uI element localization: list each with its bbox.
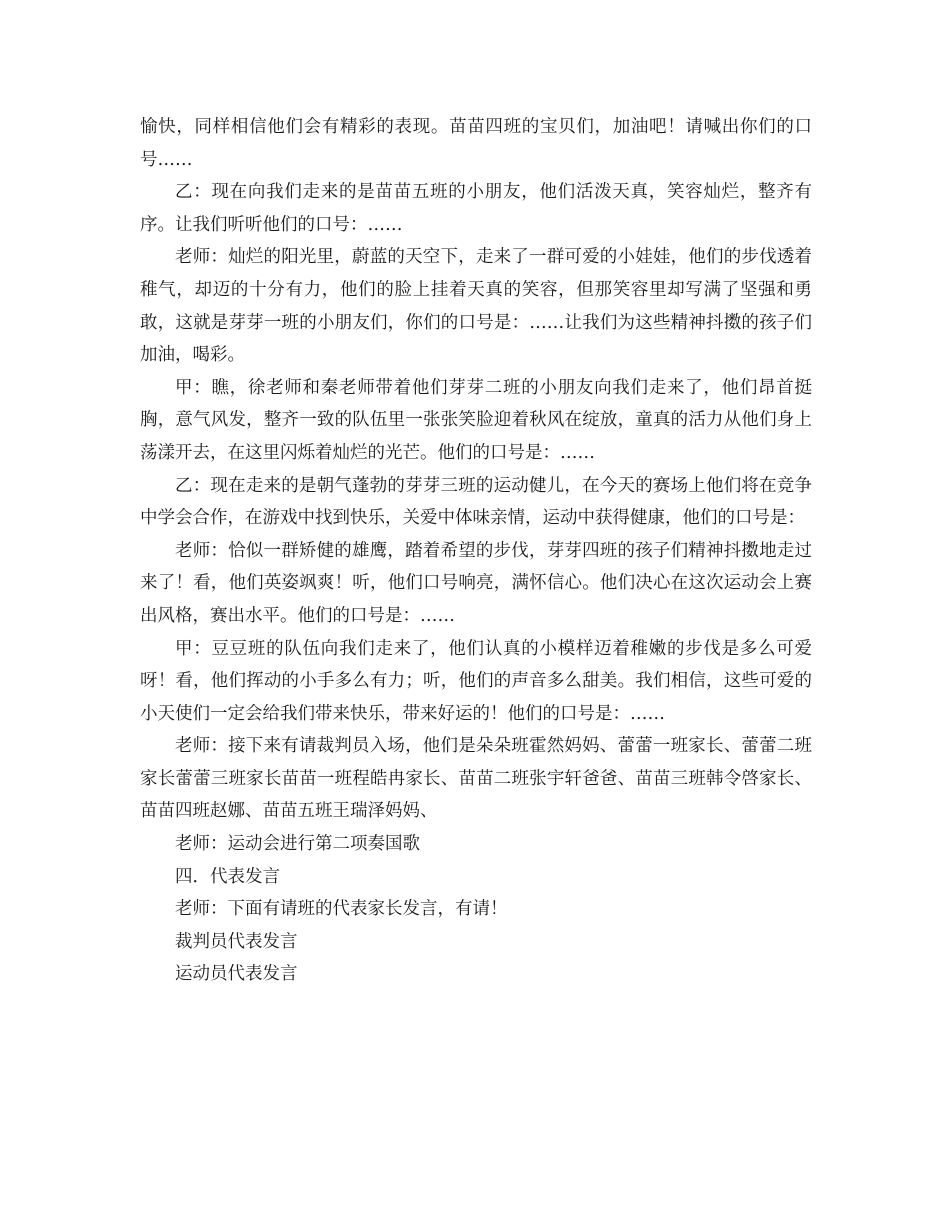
paragraph-referee-speech: 裁判员代表发言 [175,931,298,952]
paragraph-teacher-yaya-four: 老师：恰似一群矫健的雄鹰，踏着希望的步伐，芽芽四班的孩子们精神抖擞地走过来了！看，他们英姿飒爽！听，他们口号响亮，满怀信心。他们决心在这次运动会上赛出风格，赛出水平。他们的口号是：…… [140,540,812,626]
paragraph-teacher-yaya-one: 老师：灿烂的阳光里，蔚蓝的天空下，走来了一群可爱的小娃娃，他们的步伐透着稚气，却迈的十分有力，他们的脸上挂着天真的笑容，但那笑容里却写满了坚强和勇敢，这就是芽芽一班的小朋友们，你们的口号是：……让我们为这些精神抖擞的孩子们加油，喝彩。 [140,247,812,366]
paragraph-yi-miaomiao-five: 乙：现在向我们走来的是苗苗五班的小朋友，他们活泼天真，笑容灿烂，整齐有序。让我们听听他们的口号：…… [140,182,812,235]
paragraph-teacher-referees: 老师：接下来有请裁判员入场，他们是朵朵班霍然妈妈、蕾蕾一班家长、蕾蕾二班家长蕾蕾三班家长苗苗一班程皓冉家长、苗苗二班张宇轩爸爸、苗苗三班韩令啓家长、苗苗四班赵娜、苗苗五班王瑞泽妈妈、 [140,736,812,822]
paragraph-athlete-speech: 运动员代表发言 [175,964,298,985]
section-heading-speeches: 四．代表发言 [175,866,280,887]
paragraph-teacher-anthem: 老师：运动会进行第二项奏国歌 [175,834,420,855]
paragraph-jia-doudou: 甲：豆豆班的队伍向我们走来了，他们认真的小模样迈着稚嫩的步伐是多么可爱呀！看，他们挥动的小手多么有力；听，他们的声音多么甜美。我们相信，这些可爱的小天使们一定会给我们带来快乐，带来好运的！他们的口号是：…… [140,638,812,724]
paragraph-teacher-parent-speech: 老师：下面有请班的代表家长发言，有请！ [175,899,508,920]
paragraph-jia-yaya-two: 甲：瞧，徐老师和秦老师带着他们芽芽二班的小朋友向我们走来了，他们昂首挺胸，意气风发，整齐一致的队伍里一张张笑脸迎着秋风在绽放，童真的活力从他们身上荡漾开去，在这里闪烁着灿烂的光芒。他们的口号是：…… [140,377,812,463]
paragraph-continuation: 愉快，同样相信他们会有精彩的表现。苗苗四班的宝贝们，加油吧！请喊出你们的口号…… [140,117,812,170]
paragraph-yi-yaya-three: 乙：现在走来的是朝气蓬勃的芽芽三班的运动健儿，在今天的赛场上他们将在竞争中学会合作，在游戏中找到快乐，关爱中体味亲情，运动中获得健康，他们的口号是： [140,475,812,529]
document-body [140,111,812,991]
